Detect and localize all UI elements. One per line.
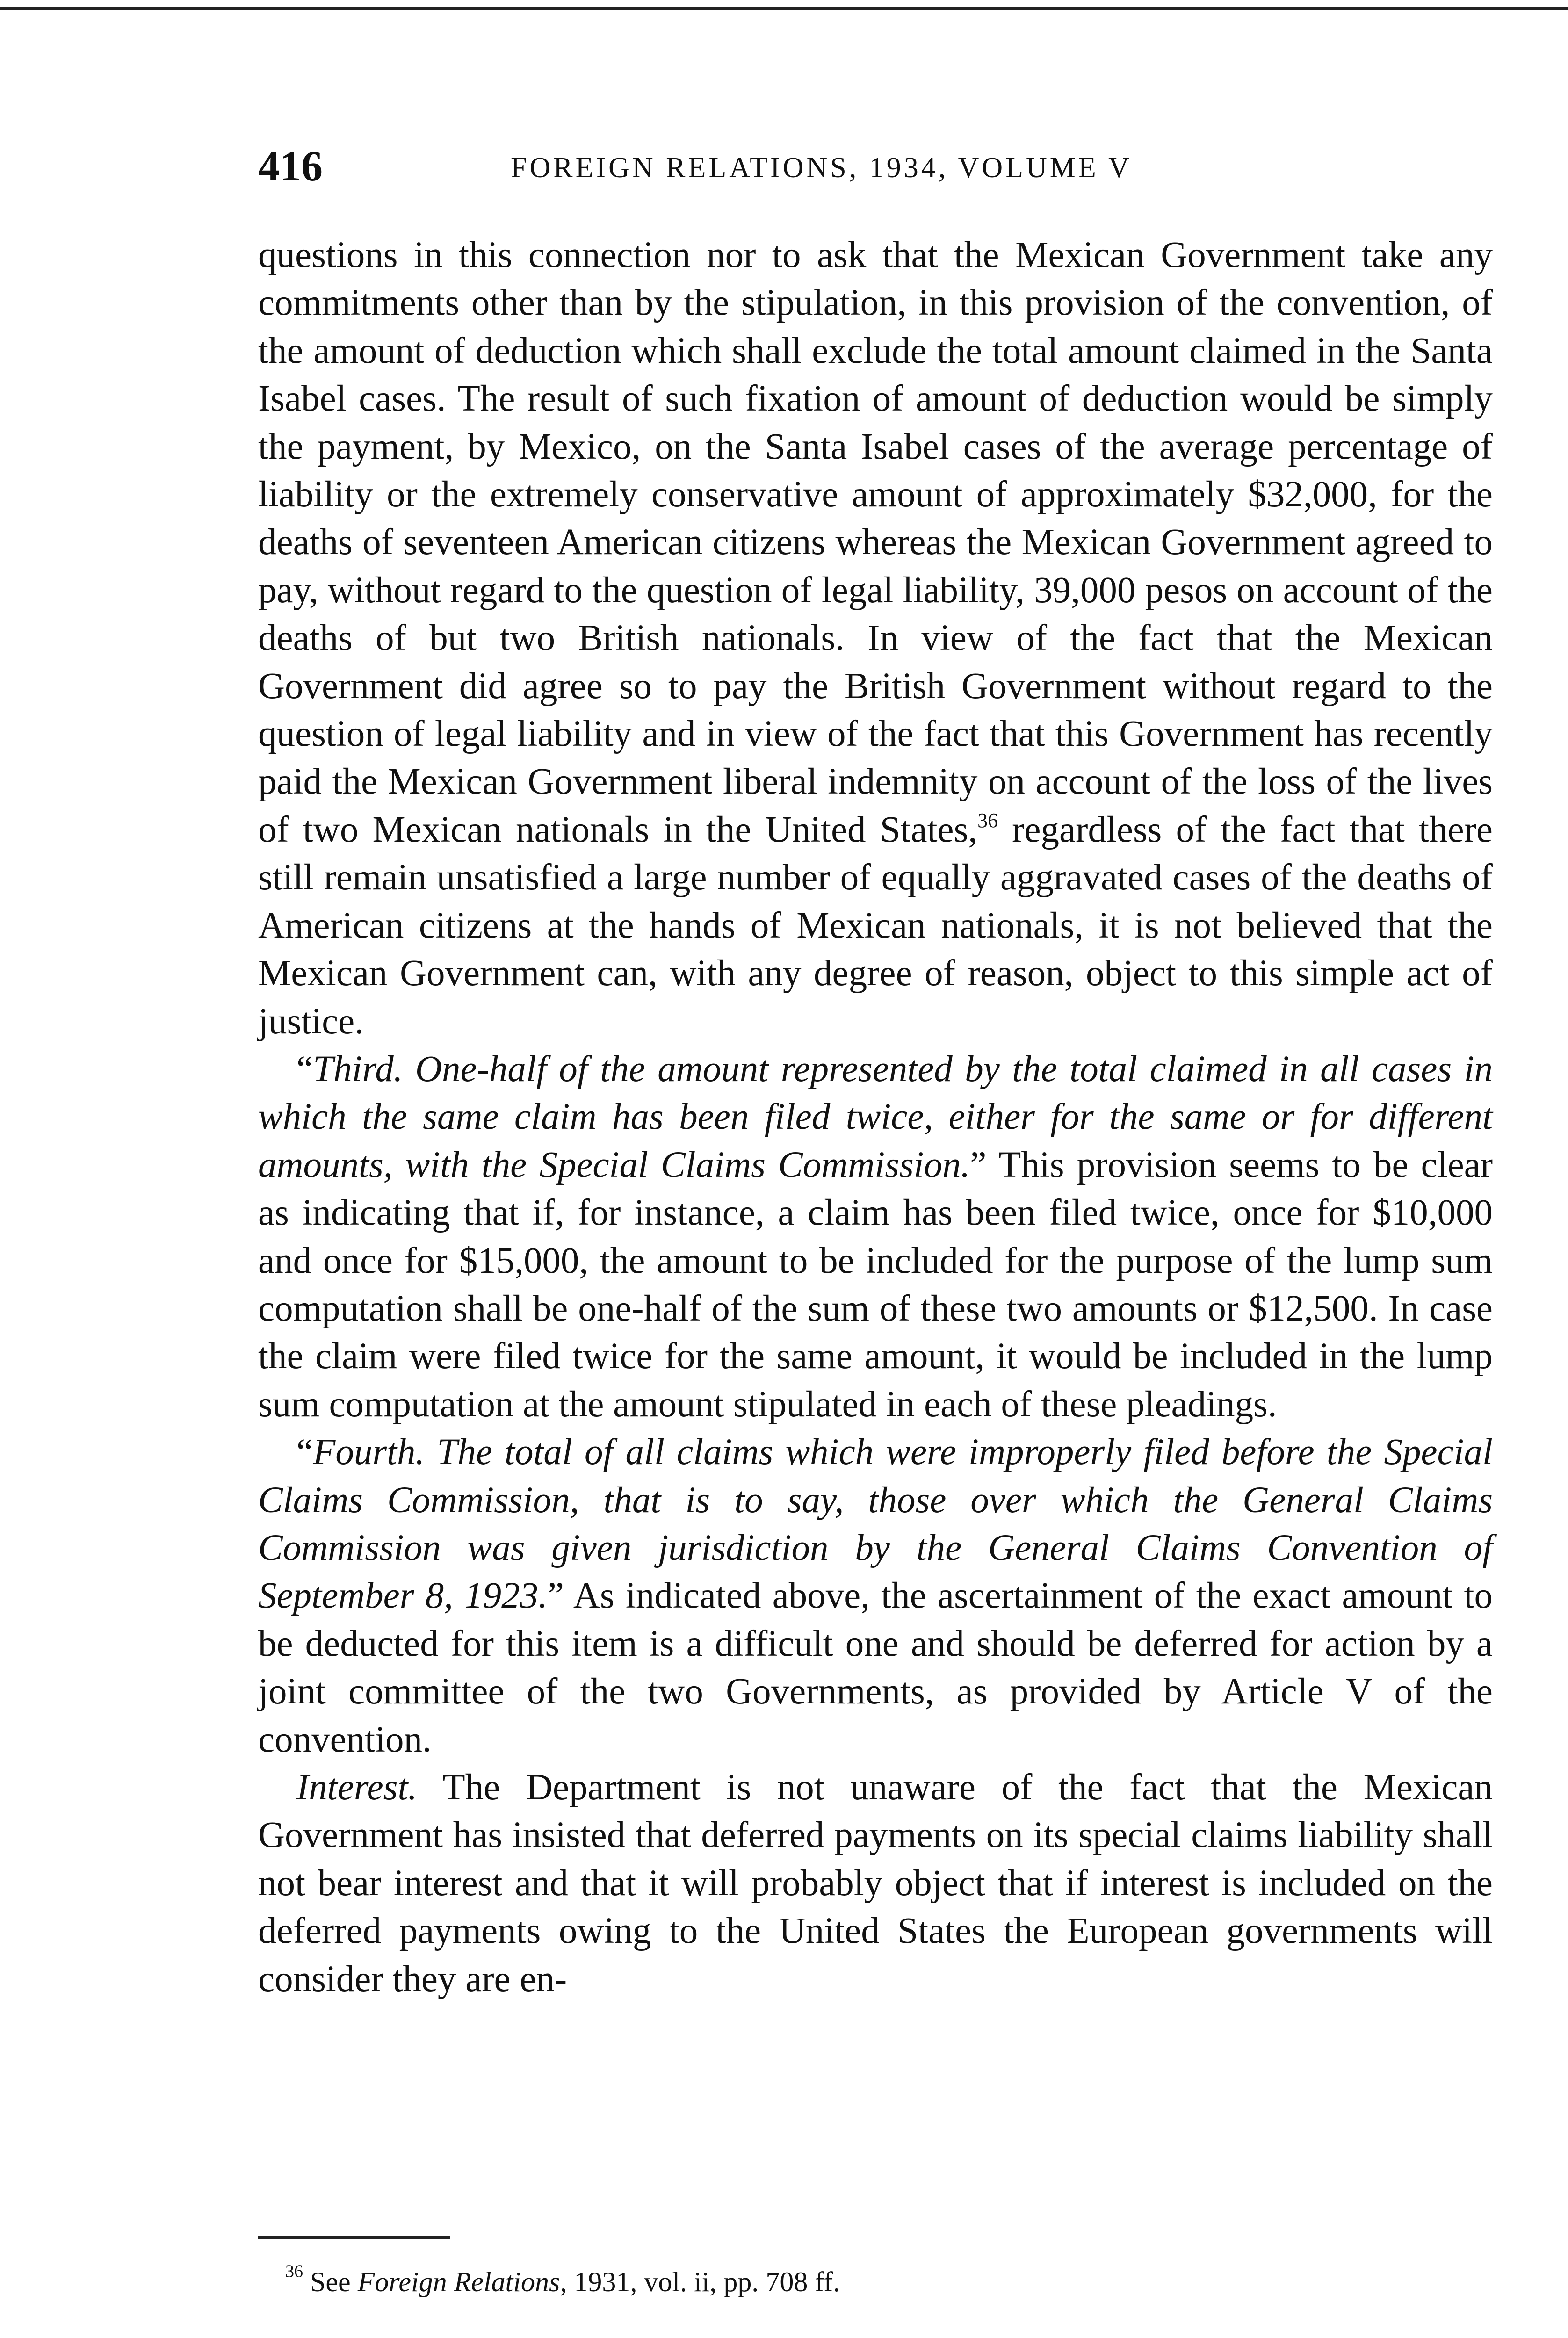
close-quote: ”	[547, 1575, 564, 1616]
close-quote: ”	[970, 1144, 987, 1185]
running-title: FOREIGN RELATIONS, 1934, VOLUME V	[511, 152, 1132, 184]
quoted-provision: Third. One-half of the amount represented by the total claimed in all cases in which the same claim has been filed twice, either for the same or for different amounts, with the Special Claims Commission.	[258, 1048, 1493, 1185]
footnote-italic-title: Foreign Relations	[357, 2266, 560, 2297]
footnote-text: , 1931, vol. ii, pp. 708 ff.	[560, 2266, 840, 2297]
paragraph-text: This provision seems to be clear as indicating that if, for instance, a claim has been filed twice, once for $10,000 and once for $15,000, the amount to be included for the purpose of the lump sum computation shall be one-half of the sum of these two amounts or $12,500. In case the claim were filed twice for the same amount, it would be included in the lump sum computation at the amount stipulated in each of these pleadings.	[258, 1144, 1493, 1425]
footnote-text: See	[303, 2266, 358, 2297]
quoted-provision: Fourth. The total of all claims which were improperly filed before the Special Claims Commission, that is to say, those over which the General Claims Commission was given jurisdiction by the General Claims Convention of September 8, 1923.	[258, 1432, 1493, 1616]
top-rule	[0, 7, 1568, 10]
page-header	[258, 140, 1493, 192]
footnote-reference: 36	[977, 809, 998, 832]
page-number: 416	[258, 142, 323, 190]
open-quote: “	[296, 1048, 313, 1090]
footnote-rule	[258, 2236, 450, 2239]
paragraph-third	[258, 1046, 1493, 1429]
section-lead: Interest.	[296, 1767, 418, 1808]
paragraph-text: questions in this connection nor to ask that the Mexican Government take any commitments other than by the stipulation, in this provision of the convention, of the amount of deduction which shall exclude the total amount claimed in the Santa Isabel cases. The result of such fixation of amount of deduction would be simply the payment, by Mexico, on the Santa Isabel cases of the average percentage of liability or the extremely conservative amount of approximately $32,000, for the deaths of seventeen American citizens whereas the Mexican Government agreed to pay, without regard to the question of legal liability, 39,000 pesos on account of the deaths of but two British nationals. In view of the fact that the Mexican Government did agree so to pay the British Government without regard to the question of legal liability and in view of the fact that this Government has recently paid the Mexican Government liberal indemnity on account of the loss of the lives of two Mexican nationals in the United States,	[258, 235, 1493, 850]
open-quote: “	[296, 1432, 313, 1473]
paragraph-fourth	[258, 1429, 1493, 1764]
paragraph-text: regardless of the fact that there still remain unsatisfied a large number of equally aggravated cases of the deaths of American citizens at the hands of Mexican nationals, it is not believed that the Mexican Government can, with any degree of reason, object to this simple act of justice.	[258, 809, 1493, 1042]
paragraph-text: As indicated above, the ascertainment of the exact amount to be deducted for this item is a difficult one and should be deferred for action by a joint committee of the two Governments, as provided by Article V of the convention.	[258, 1575, 1493, 1760]
paragraph-continuation	[258, 231, 1493, 1046]
footnote	[285, 2263, 1482, 2301]
body-text	[258, 231, 1493, 2003]
footnote-mark: 36	[285, 2261, 303, 2281]
paragraph-text: The Department is not unaware of the fact that the Mexican Government has insisted that deferred payments on its special claims liability shall not bear interest and that it will probably object that if interest is included on the deferred payments owing to the United States the European governments will consider they are en-	[258, 1767, 1493, 1999]
paragraph-interest	[258, 1764, 1493, 2003]
